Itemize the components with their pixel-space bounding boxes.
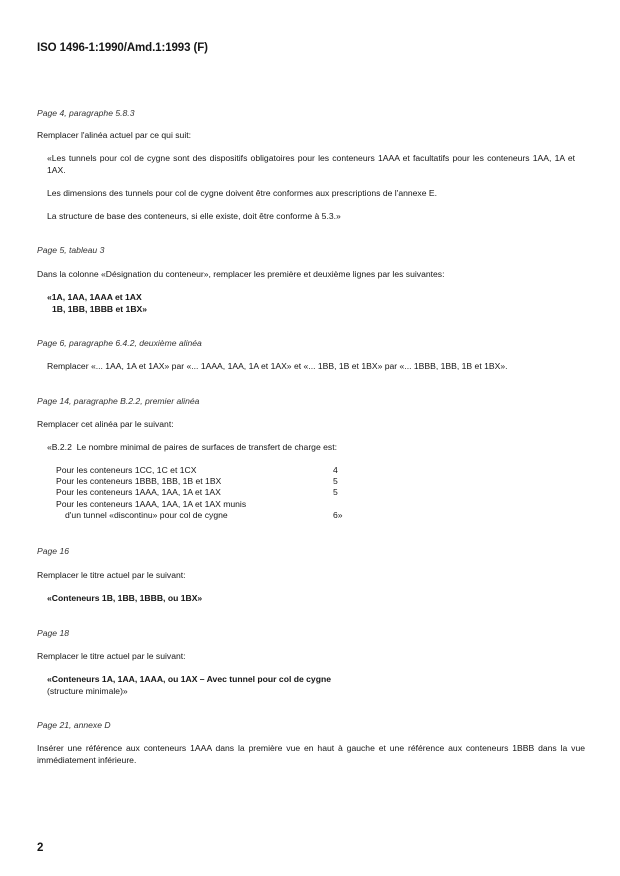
replacement-text: Remplacer «... 1AA, 1A et 1AX» par «... 1AAA, 1AA, 1A et 1AX» et «... 1BB, 1B et 1BX» par «... 1BBB, 1BB, 1B et 1BX». [47,361,508,371]
row-label: Pour les conteneurs 1CC, 1C et 1CX [56,465,197,475]
clause-text: Le nombre minimal de paires de surfaces de transfert de charge est: [76,442,337,452]
amendment-ref-page14: Page 14, paragraphe B.2.2, premier alinéa [37,396,200,406]
row-label: Pour les conteneurs 1BBB, 1BB, 1B et 1BX [56,476,222,487]
row-value: 4 [333,465,338,475]
row-value: 5 [333,476,338,487]
replacement-line: «1A, 1AA, 1AAA et 1AX [47,292,142,302]
replacement-line: 1B, 1BB, 1BBB et 1BX» [52,304,148,314]
quote-heading [47,442,575,454]
quote-paragraph: «Les tunnels pour col de cygne sont des dispositifs obligatoires pour les conteneurs 1AAA et facultatifs pour les conteneurs 1AA, 1A et 1AX. [47,153,575,175]
table-row [56,499,246,510]
instruction-text: Insérer une référence aux conteneurs 1AAA dans la première vue en haut à gauche et une référence aux conteneurs 1BBB dans la vue immédiatement inférieure. [37,743,585,765]
row-label: Pour les conteneurs 1AAA, 1AA, 1A et 1AX munis [56,498,247,509]
replacement-subtitle: (structure minimale)» [47,686,128,696]
instruction-text: Remplacer cet alinéa par le suivant: [37,419,174,429]
replacement-title: «Conteneurs 1A, 1AA, 1AAA, ou 1AX – Avec tunnel pour col de cygne [47,674,331,684]
row-value: 5 [333,487,338,498]
clause-number: «B.2.2 [47,442,72,452]
instruction-text: Remplacer le titre actuel par le suivant: [37,651,186,661]
row-label: d'un tunnel «discontinu» pour col de cygne [65,509,228,520]
amendment-ref-page16: Page 16 [37,546,70,556]
quote-paragraph: Les dimensions des tunnels pour col de cygne doivent être conformes aux prescriptions de l'annexe E. [47,188,438,198]
table-row [56,509,343,521]
surfaces-table [56,465,343,521]
table-row [56,465,338,476]
row-value: 6» [333,509,343,520]
page-number: 2 [37,842,44,854]
amendment-ref-page18: Page 18 [37,628,70,638]
amendment-ref-page21: Page 21, annexe D [37,720,111,730]
instruction-text: Remplacer le titre actuel par le suivant: [37,570,186,580]
table-row [56,487,338,498]
instruction-text: Dans la colonne «Désignation du conteneur», remplacer les première et deuxième lignes par les suivantes: [37,269,445,279]
replacement-title: «Conteneurs 1B, 1BB, 1BBB, ou 1BX» [47,593,203,603]
row-label: Pour les conteneurs 1AAA, 1AA, 1A et 1AX [56,487,221,498]
document-header: ISO 1496-1:1990/Amd.1:1993 (F) [37,42,208,54]
amendment-ref-page5: Page 5, tableau 3 [37,245,105,255]
instruction-text: Remplacer l'alinéa actuel par ce qui suit: [37,130,192,140]
amendment-ref-page4: Page 4, paragraphe 5.8.3 [37,108,135,118]
amendment-ref-page6: Page 6, paragraphe 6.4.2, deuxième alinéa [37,338,202,348]
table-row [56,476,338,487]
quote-paragraph: La structure de base des conteneurs, si elle existe, doit être conforme à 5.3.» [47,211,341,221]
